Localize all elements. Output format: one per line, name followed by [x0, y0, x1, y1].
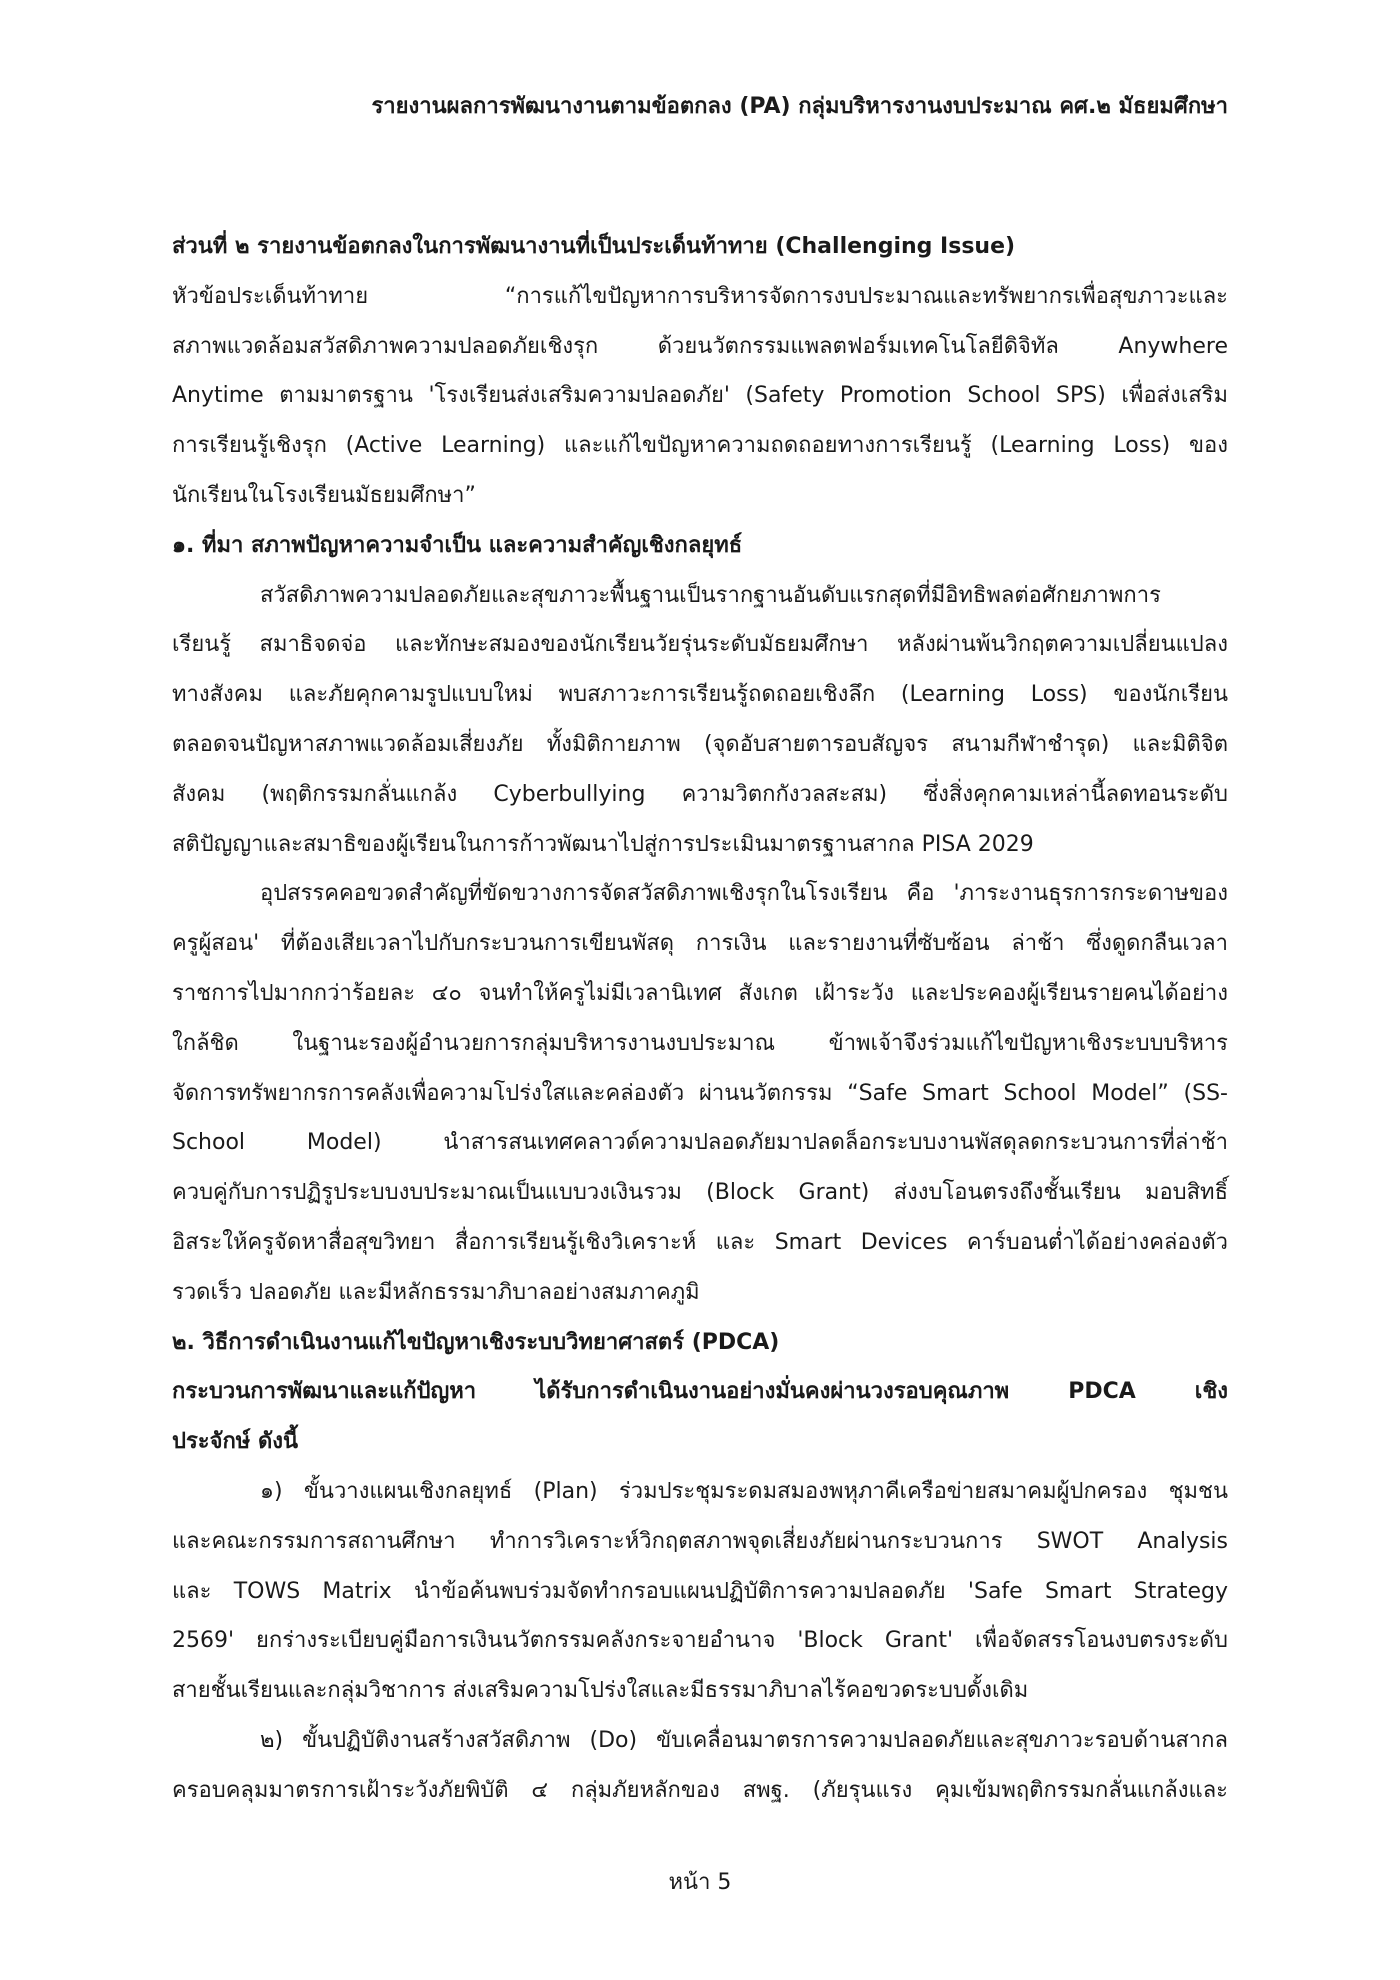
page-number: หน้า 5 [668, 1870, 732, 1895]
body-line: สติปัญญาและสมาธิของผู้เรียนในการก้าวพัฒนาไปสู่การประเมินมาตรฐานสากล PISA 2029 [172, 831, 1034, 857]
body-line: ตลอดจนปัญหาสภาพแวดล้อมเสี่ยงภัย ทั้งมิติกายภาพ (จุดอับสายตารอบสัญจร สนามกีฬาชำรุด) และมิติจิต [172, 731, 1228, 757]
body-line: 2569' ยกร่างระเบียบคู่มือการเงินนวัตกรรมคลังกระจายอำนาจ 'Block Grant' เพื่อจัดสรรโอนงบตรงระดับ [172, 1628, 1228, 1654]
body-line: จัดการทรัพยากรการคลังเพื่อความโปร่งใสและคล่องตัว ผ่านนวัตกรรม “Safe Smart School Model” (SS- [172, 1080, 1228, 1106]
body-line: รวดเร็ว ปลอดภัย และมีหลักธรรมาภิบาลอย่างสมภาคภูมิ [172, 1279, 700, 1305]
paragraph-first-line: อุปสรรคคอขวดสำคัญที่ขัดขวางการจัดสวัสดิภาพเชิงรุกในโรงเรียน คือ 'ภาระงานธุรการกระดาษของ [260, 881, 1228, 907]
body-line: Anytime ตามมาตรฐาน 'โรงเรียนส่งเสริมความปลอดภัย' (Safety Promotion School SPS) เพื่อส่งเสริม [172, 383, 1228, 409]
paragraph-first-line: ๑) ขั้นวางแผนเชิงกลยุทธ์ (Plan) ร่วมประชุมระดมสมองพหุภาคีเครือข่ายสมาคมผู้ปกครอง ชุมชน [260, 1478, 1228, 1504]
body-line: ราชการไปมากกว่าร้อยละ ๔๐ จนทำให้ครูไม่มีเวลานิเทศ สังเกต เฝ้าระวัง และประคองผู้เรียนรายคนได้อย่าง [172, 980, 1228, 1006]
body-line: ใกล้ชิด ในฐานะรองผู้อำนวยการกลุ่มบริหารงานงบประมาณ ข้าพเจ้าจึงร่วมแก้ไขปัญหาเชิงระบบบริหาร [172, 1030, 1228, 1056]
subsection-heading: ๒. วิธีการดำเนินงานแก้ไขปัญหาเชิงระบบวิทยาศาสตร์ (PDCA) [172, 1329, 780, 1355]
body-line: ครูผู้สอน' ที่ต้องเสียเวลาไปกับกระบวนการเขียนพัสดุ การเงิน และรายงานที่ซับซ้อน ล่าช้า ซึ่งดูดกลืนเวลา [172, 931, 1228, 957]
body-line: ควบคู่กับการปฏิรูประบบงบประมาณเป็นแบบวงเงินรวม (Block Grant) ส่งงบโอนตรงถึงชั้นเรียน มอบสิทธิ์ [172, 1180, 1228, 1206]
body-line: สายชั้นเรียนและกลุ่มวิชาการ ส่งเสริมความโปร่งใสและมีธรรมาภิบาลไร้คอขวดระบบดั้งเดิม [172, 1678, 1029, 1704]
body-line: ครอบคลุมมาตรการเฝ้าระวังภัยพิบัติ ๔ กลุ่มภัยหลักของ สพฐ. (ภัยรุนแรง คุมเข้มพฤติกรรมกลั่นแกล้งและ [172, 1777, 1228, 1803]
body-line: เรียนรู้ สมาธิจดจ่อ และทักษะสมองของนักเรียนวัยรุ่นระดับมัธยมศึกษา หลังผ่านพ้นวิกฤตความเปลี่ยนแปลง [172, 632, 1228, 658]
page-body [172, 222, 1228, 1816]
body-line: สังคม (พฤติกรรมกลั่นแกล้ง Cyberbullying ความวิตกกังวลสะสม) ซึ่งสิ่งคุกคามเหล่านี้ลดทอนระดับ [172, 781, 1228, 807]
paragraph-first-line: ๒) ขั้นปฏิบัติงานสร้างสวัสดิภาพ (Do) ขับเคลื่อนมาตรการความปลอดภัยและสุขภาวะรอบด้านสากล [260, 1727, 1228, 1753]
running-header: รายงานผลการพัฒนางานตามข้อตกลง (PA) กลุ่มบริหารงานงบประมาณ คศ.๒ มัธยมศึกษา [371, 94, 1228, 119]
body-line: ทางสังคม และภัยคุกคามรูปแบบใหม่ พบสภาวะการเรียนรู้ถดถอยเชิงลึก (Learning Loss) ของนักเรียน [172, 682, 1228, 708]
body-line: หัวข้อประเด็นท้าทาย “การแก้ไขปัญหาการบริหารจัดการงบประมาณและทรัพยากรเพื่อสุขภาวะและ [172, 283, 1228, 309]
paragraph-first-line: สวัสดิภาพความปลอดภัยและสุขภาวะพื้นฐานเป็นรากฐานอันดับแรกสุดที่มีอิทธิพลต่อศักยภาพการ [260, 582, 1161, 608]
bold-statement: กระบวนการพัฒนาและแก้ปัญหา ได้รับการดำเนินงานอย่างมั่นคงผ่านวงรอบคุณภาพ PDCA เชิง [172, 1379, 1228, 1405]
bold-statement: ประจักษ์ ดังนี้ [172, 1429, 299, 1455]
body-line: สภาพแวดล้อมสวัสดิภาพความปลอดภัยเชิงรุก ด้วยนวัตกรรมแพลตฟอร์มเทคโนโลยีดิจิทัล Anywhere [172, 333, 1228, 359]
body-line: นักเรียนในโรงเรียนมัธยมศึกษา” [172, 482, 476, 508]
body-line: School Model) นำสารสนเทศคลาวด์ความปลอดภัยมาปลดล็อกระบบงานพัสดุลดกระบวนการที่ล่าช้า [172, 1130, 1228, 1156]
section-heading: ส่วนที่ ๒ รายงานข้อตกลงในการพัฒนางานที่เป็นประเด็นท้าทาย (Challenging Issue) [172, 234, 1016, 259]
body-line: และคณะกรรมการสถานศึกษา ทำการวิเคราะห์วิกฤตสภาพจุดเสี่ยงภัยผ่านกระบวนการ SWOT Analysis [172, 1528, 1228, 1554]
subsection-heading: ๑. ที่มา สภาพปัญหาความจำเป็น และความสำคัญเชิงกลยุทธ์ [172, 532, 743, 558]
body-line: อิสระให้ครูจัดหาสื่อสุขวิทยา สื่อการเรียนรู้เชิงวิเคราะห์ และ Smart Devices คาร์บอนต่ำได้อย่างคล่องตัว [172, 1229, 1228, 1255]
body-line: การเรียนรู้เชิงรุก (Active Learning) และแก้ไขปัญหาความถดถอยทางการเรียนรู้ (Learning Loss) ของ [172, 433, 1228, 459]
body-line: และ TOWS Matrix นำข้อค้นพบร่วมจัดทำกรอบแผนปฏิบัติการความปลอดภัย 'Safe Smart Strategy [172, 1578, 1228, 1604]
